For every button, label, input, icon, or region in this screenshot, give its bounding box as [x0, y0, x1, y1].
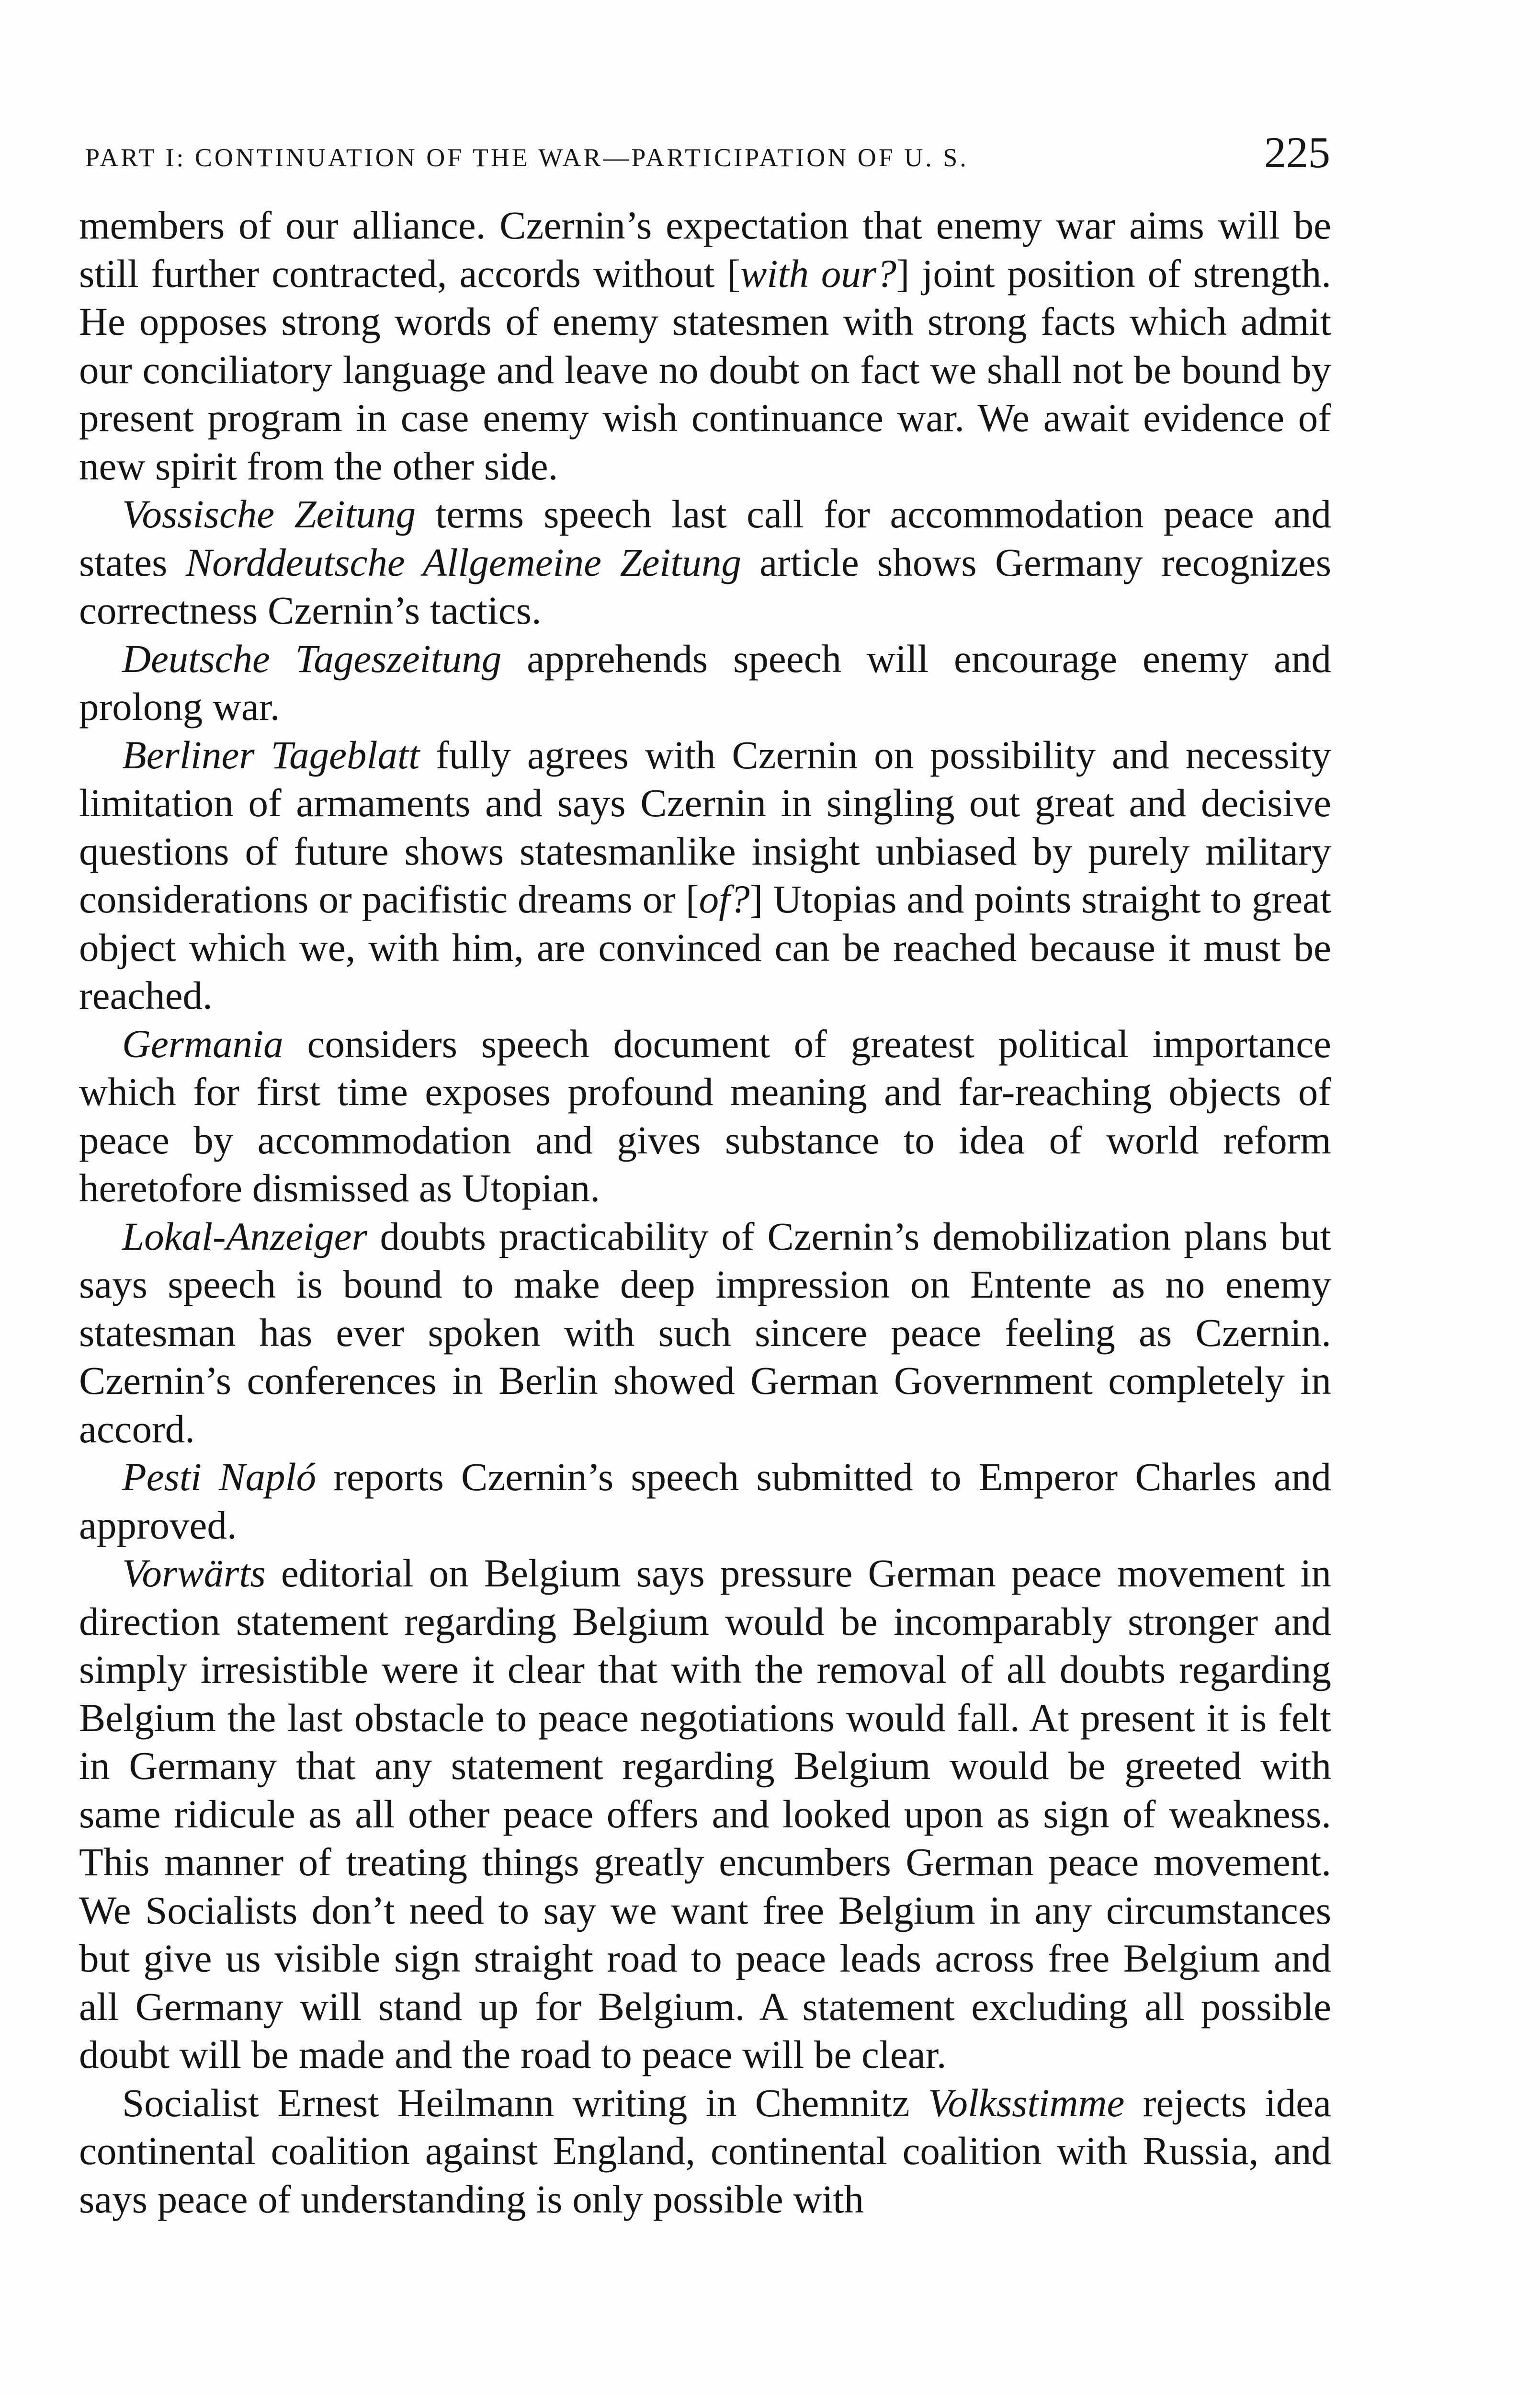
- newspaper-title: Lokal-Anzeiger: [122, 1214, 367, 1258]
- newspaper-title: Pesti Napló: [122, 1455, 317, 1499]
- paragraph-alliance: [79, 201, 1331, 490]
- text-run: rejects idea continental coalition against England, continental coalition with Russia, and says peace of understanding is only possible with: [79, 2080, 1331, 2221]
- text-run: reports Czernin’s speech submitted to Emperor Charles and approved.: [79, 1455, 1331, 1547]
- body-text: [79, 201, 1331, 2223]
- paragraph-lokal-anzeiger: [79, 1212, 1331, 1453]
- page-header: [85, 130, 1330, 188]
- text-run: considers speech document of greatest political importance which for first time exposes profound meaning and far-reaching objects of peace by accommodation and gives substance to idea of world reform heretofore dismissed as Utopian.: [79, 1021, 1331, 1210]
- newspaper-title: Berliner Tageblatt: [122, 732, 420, 777]
- text-run: ] joint position of strength. He opposes strong words of enemy statesmen with strong facts which admit our conciliatory language and leave no doubt on fact we shall not be bound by present program in case enemy wish continuance war. We await evidence of new spirit from the other side.: [79, 251, 1331, 488]
- paragraph-heilmann: [79, 2079, 1331, 2224]
- text-run: fully agrees with Czernin on possibility and necessity limitation of armaments and says Czernin in singling out great and decisive questions of future shows statesmanlike insight unbiased by purely military considerations or pacifistic dreams or [: [79, 732, 1331, 921]
- italic-run: with our?: [740, 251, 896, 296]
- text-run: editorial on Belgium says pressure German peace movement in direction statement regarding Belgium would be incomparably stronger and simply irresistible were it clear that with the removal of all doubts regarding Belgium the last obstacle to peace negotiations would fall. At present it is felt in Germany that any statement regarding Belgium would be greeted with same ridicule as all other peace offers and looked upon as sign of weakness. This manner of treating things greatly encumbers German peace movement. We Socialists don’t need to say we want free Belgium in any circumstances but give us visible sign straight road to peace leads across free Belgium and all Germany will stand up for Belgium. A statement excluding all possible doubt will be made and the road to peace will be clear.: [79, 1551, 1331, 2076]
- paragraph-germania: [79, 1020, 1331, 1212]
- newspaper-title: Vorwärts: [122, 1551, 266, 1595]
- paragraph-pesti-naplo: [79, 1453, 1331, 1549]
- newspaper-title: Volksstimme: [928, 2080, 1125, 2125]
- newspaper-title: Deutsche Tageszeitung: [122, 636, 502, 681]
- text-run: terms speech last call for accommodation peace and states: [79, 492, 1331, 584]
- running-head: PART I: CONTINUATION OF THE WAR—PARTICIPATION OF U. S.: [85, 143, 969, 172]
- paragraph-vorwaerts: [79, 1549, 1331, 2079]
- text-run: article shows Germany recognizes correctness Czernin’s tactics.: [79, 540, 1331, 632]
- paragraph-deutsche-tageszeitung: [79, 635, 1331, 731]
- newspaper-title: Vossische Zeitung: [122, 492, 416, 536]
- paragraph-berliner-tageblatt: [79, 731, 1331, 1020]
- newspaper-title: Germania: [122, 1021, 283, 1066]
- text-run: apprehends speech will encourage enemy and prolong war.: [79, 636, 1331, 729]
- newspaper-title: Norddeutsche Allgemeine Zeitung: [185, 540, 741, 584]
- text-run: Socialist Ernest Heilmann writing in Chemnitz: [122, 2080, 928, 2125]
- paragraph-vossische-zeitung: [79, 490, 1331, 635]
- page-number: 225: [1264, 128, 1330, 177]
- text-run: doubts practicability of Czernin’s demobilization plans but says speech is bound to make deep impression on Entente as no enemy statesman has ever spoken with such sincere peace feeling as Czernin. Czernin’s conferences in Berlin showed German Government completely in accord.: [79, 1214, 1331, 1451]
- italic-run: of?: [699, 877, 750, 921]
- text-run: members of our alliance. Czernin’s expectation that enemy war aims will be still further contracted, accords without [: [79, 203, 1331, 296]
- text-run: ] Utopias and points straight to great object which we, with him, are convinced can be reached because it must be reached.: [79, 877, 1332, 1017]
